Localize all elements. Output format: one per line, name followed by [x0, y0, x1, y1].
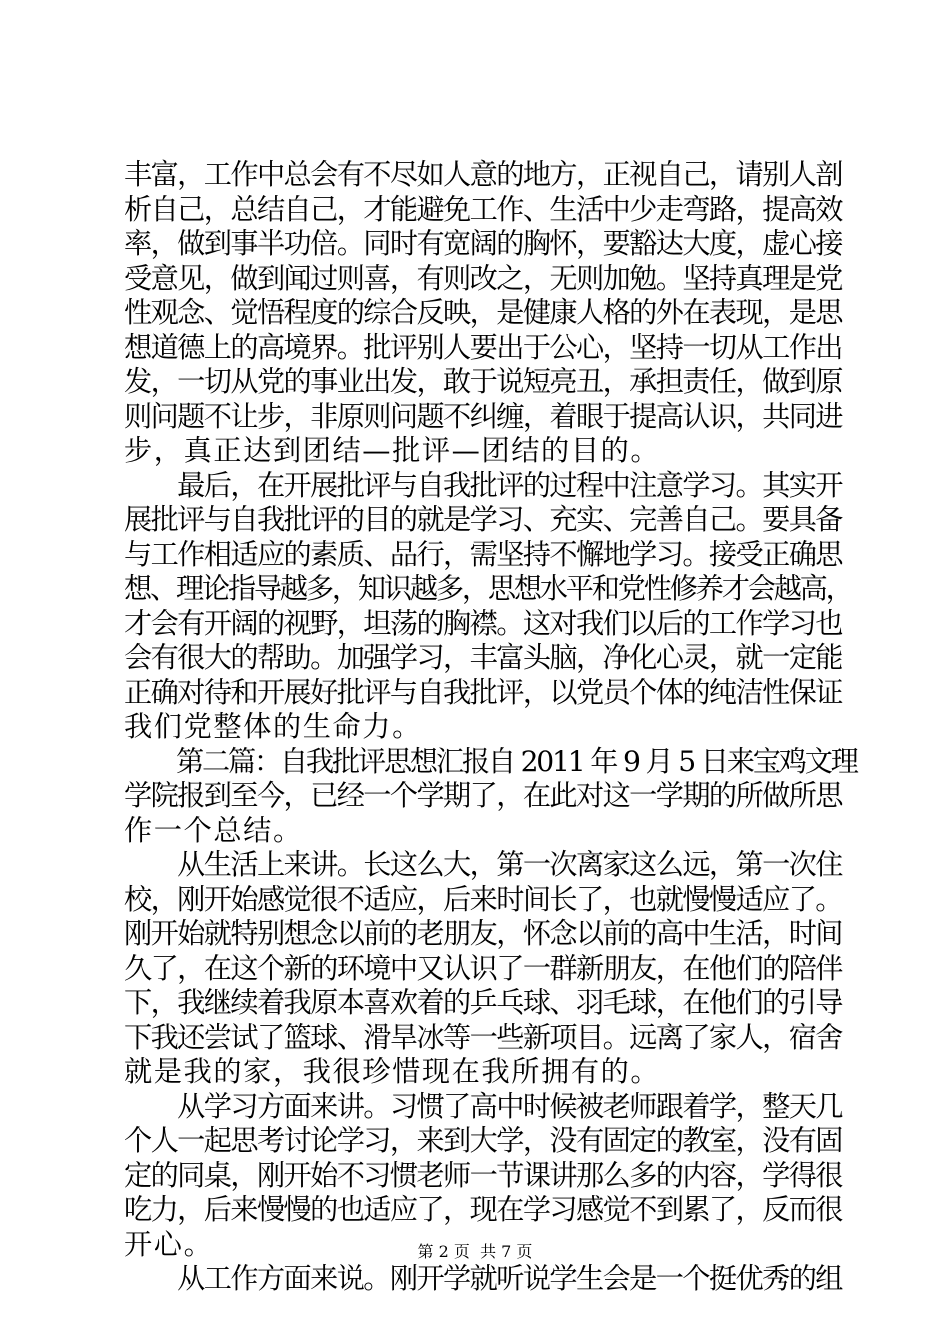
text-line: 我们党整体的生命力。	[124, 710, 422, 743]
page-number-footer: 第 2 页 共 7 页	[417, 1242, 533, 1261]
text-line: 下我还尝试了篮球、滑旱冰等一些新项目。远离了家人，宿舍	[124, 1020, 842, 1054]
text-line: 吃力，后来慢慢的也适应了，现在学习感觉不到累了，反而很	[124, 1193, 842, 1226]
text-line: 与工作相适应的素质、品行，需坚持不懈地学习。接受正确思	[124, 537, 842, 571]
text-line: 析自己，总结自己，才能避免工作、生活中少走弯路，提高效	[124, 192, 842, 226]
text-line: 从生活上来讲。长这么大，第一次离家这么远，第一次住	[124, 848, 842, 881]
text-line: 受意见，做到闻过则喜，有则改之，无则加勉。坚持真理是党	[124, 261, 842, 295]
text-line: 展批评与自我批评的目的就是学习、充实、完善自己。要具备	[124, 503, 842, 536]
text-line: 发，一切从党的事业出发，敢于说短亮丑，承担责任，做到原	[124, 365, 842, 398]
text-line: 下，我继续着我原本喜欢着的乒乓球、羽毛球，在他们的引导	[124, 986, 842, 1019]
text-line: 率，做到事半功倍。同时有宽阔的胸怀，要豁达大度，虚心接	[124, 227, 842, 260]
text-line: 想、理论指导越多，知识越多，思想水平和党性修养才会越高，	[124, 572, 852, 605]
text-line: 定的同桌，刚开始不习惯老师一节课讲那么多的内容，学得很	[124, 1158, 842, 1192]
text-line: 刚开始就特别想念以前的老朋友，怀念以前的高中生活，时间	[124, 917, 842, 950]
text-line: 久了，在这个新的环境中又认识了一群新朋友，在他们的陪伴	[124, 951, 842, 985]
text-line: 学院报到至今，已经一个学期了，在此对这一学期的所做所思	[124, 779, 842, 812]
text-line: 性观念、觉悟程度的综合反映，是健康人格的外在表现，是思	[124, 296, 842, 329]
text-line: 丰富，工作中总会有不尽如人意的地方，正视自己，请别人剖	[124, 158, 842, 191]
text-line: 想道德上的高境界。批评别人要出于公心，坚持一切从工作出	[124, 330, 842, 364]
text-line: 则问题不让步，非原则问题不纠缠，着眼于提高认识，共同进	[124, 399, 842, 433]
text-line: 才会有开阔的视野，坦荡的胸襟。这对我们以后的工作学习也	[124, 606, 842, 640]
text-line: 最后，在开展批评与自我批评的过程中注意学习。其实开	[124, 468, 842, 502]
text-line: 作一个总结。	[124, 813, 303, 847]
text-line: 校，刚开始感觉很不适应，后来时间长了，也就慢慢适应了。	[124, 882, 842, 916]
text-line: 会有很大的帮助。加强学习，丰富头脑，净化心灵，就一定能	[124, 641, 842, 674]
text-line: 开心。	[124, 1227, 214, 1261]
text-line: 从工作方面来说。刚开学就听说学生会是一个挺优秀的组	[124, 1262, 842, 1295]
text-line: 步，真正达到团结—批评—团结的目的。	[124, 434, 661, 467]
text-line: 从学习方面来讲。习惯了高中时候被老师跟着学，整天几	[124, 1089, 842, 1123]
text-line: 正确对待和开展好批评与自我批评，以党员个体的纯洁性保证	[124, 675, 842, 709]
text-line: 第二篇：自我批评思想汇报自 2011 年 9 月 5 日来宝鸡文理	[124, 744, 857, 778]
text-line: 就是我的家，我很珍惜现在我所拥有的。	[124, 1055, 661, 1088]
document-body	[124, 158, 857, 1297]
text-line: 个人一起思考讨论学习，来到大学，没有固定的教室，没有固	[124, 1124, 842, 1157]
